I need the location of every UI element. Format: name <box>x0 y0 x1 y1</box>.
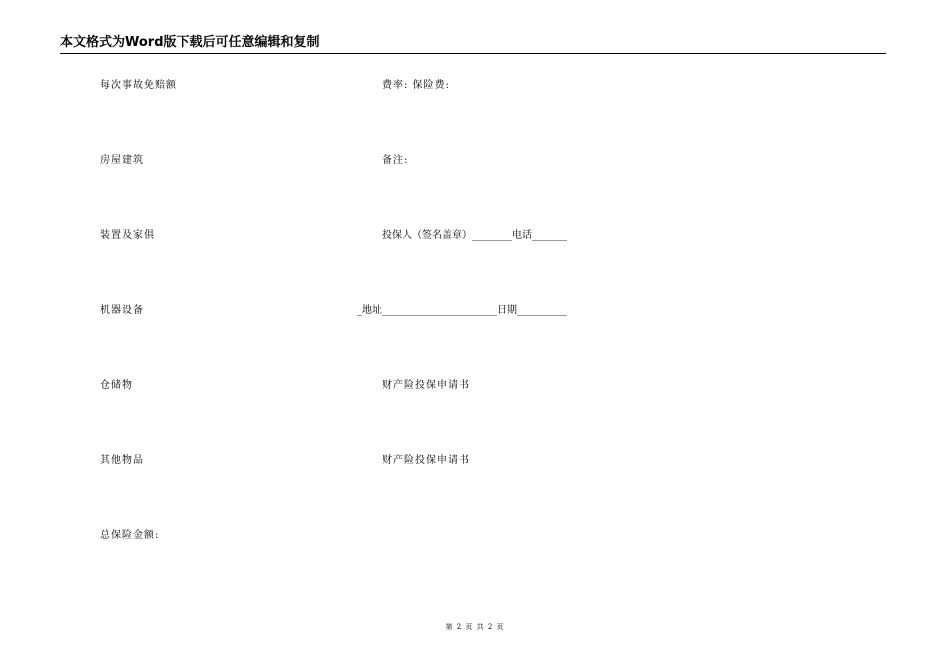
remarks-label: 备注: <box>382 155 409 166</box>
form-title-text-2: 财产险投保申请书 <box>382 455 470 466</box>
building-label: 房屋建筑 <box>100 155 144 166</box>
page-number: 第 2 页 共 2 页 <box>445 623 505 631</box>
fixtures-furniture-label: 装置及家俱 <box>100 230 155 241</box>
applicant-phone-line: 投保人（签名盖章）________电话_______ <box>382 230 567 241</box>
machinery-label: 机器设备 <box>100 305 144 316</box>
deductible-label: 每次事故免赔额 <box>100 80 177 91</box>
other-items-label: 其他物品 <box>100 455 144 466</box>
storage-goods-label: 仓储物 <box>100 380 133 391</box>
total-insured-amount-label: 总保险金额: <box>100 530 160 541</box>
form-title-text: 财产险投保申请书 <box>382 380 470 391</box>
page-header <box>60 35 886 54</box>
header-title: 本文格式为Word版下载后可任意编辑和复制 <box>60 35 320 50</box>
rate-premium-label: 费率: 保险费: <box>382 80 450 91</box>
address-date-line: _地址_______________________日期__________ <box>357 305 567 316</box>
